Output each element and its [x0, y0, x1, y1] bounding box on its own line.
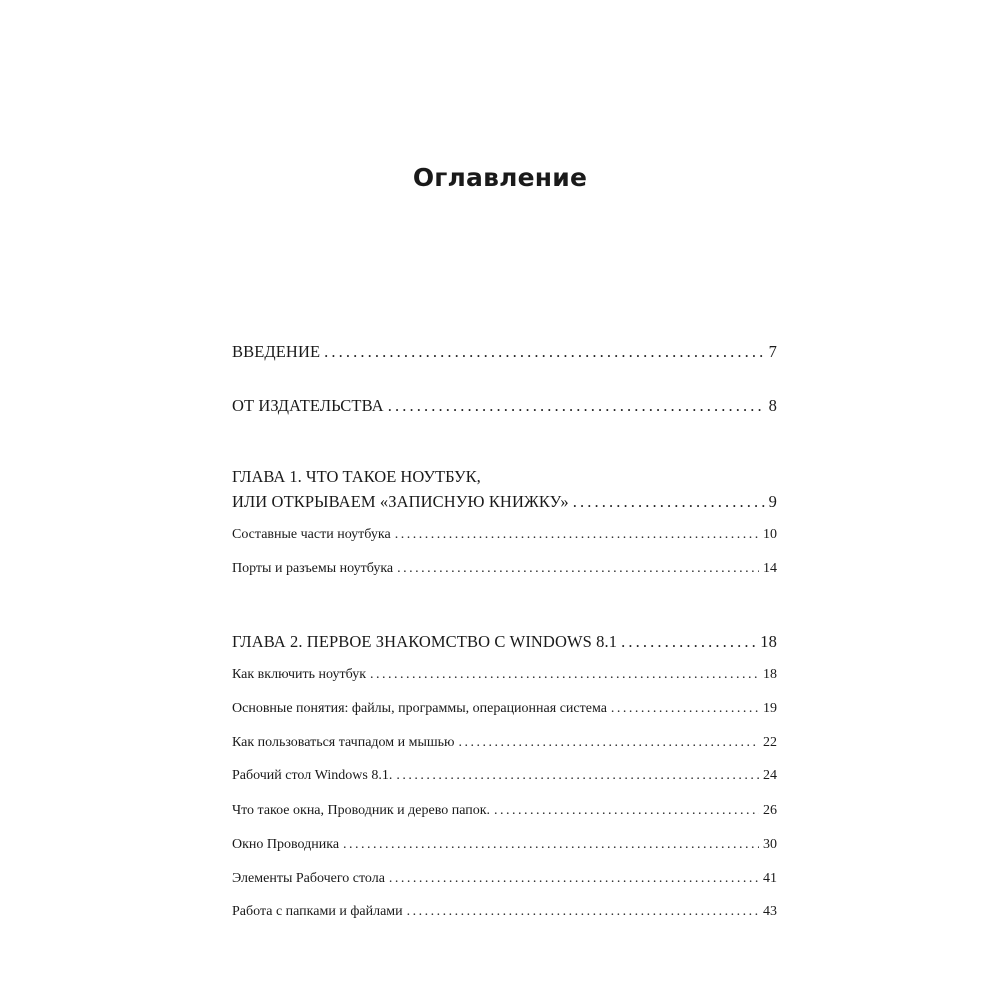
toc-entry-section[interactable] [232, 904, 777, 920]
toc-entry-section[interactable] [232, 527, 777, 543]
toc-page-number: 18 [760, 632, 777, 651]
dot-leader [389, 871, 759, 887]
dot-leader [397, 561, 759, 577]
toc-entry-section[interactable] [232, 701, 777, 717]
toc-entry-publisher[interactable] [232, 396, 777, 416]
toc-page-number: 26 [763, 803, 777, 818]
toc-entry-label: Работа с папками и файлами [232, 904, 403, 919]
toc-entry-label: Как пользоваться тачпадом и мышью [232, 735, 455, 750]
dot-leader [573, 492, 765, 512]
toc-entry-section[interactable] [232, 768, 777, 784]
toc-page-number: 41 [763, 871, 777, 886]
dot-leader [621, 632, 756, 652]
toc-page-number: 30 [763, 837, 777, 852]
toc-entry-section[interactable] [232, 561, 777, 577]
toc-page-number: 24 [763, 768, 777, 783]
dot-leader [324, 342, 765, 362]
toc-page-number: 43 [763, 904, 777, 919]
toc-page-number: 8 [768, 396, 777, 415]
toc-page-number: 10 [763, 527, 777, 542]
dot-leader [395, 527, 759, 543]
toc-entry-section[interactable] [232, 871, 777, 887]
toc-entry-section[interactable] [232, 667, 777, 683]
toc-page-number: 18 [763, 667, 777, 682]
toc-entry-label: Что такое окна, Проводник и дерево папок. [232, 803, 491, 818]
toc-page-number: 22 [763, 735, 777, 750]
toc-entry-label: ВВЕДЕНИЕ [232, 342, 321, 361]
toc-entry-label: Порты и разъемы ноутбука [232, 561, 394, 576]
toc-entry-section[interactable] [232, 837, 777, 853]
toc-page-number: 9 [768, 492, 777, 511]
toc-entry-label: Как включить ноутбук [232, 667, 366, 682]
toc-entry-label: ОТ ИЗДАТЕЛЬСТВА [232, 396, 384, 415]
dot-leader [370, 667, 759, 683]
dot-leader [494, 803, 759, 819]
dot-leader [396, 768, 759, 784]
toc-entry-label: Рабочий стол Windows 8.1. [232, 768, 393, 783]
toc-entry-label: Окно Проводника [232, 837, 340, 852]
toc-entry-section[interactable] [232, 735, 777, 751]
toc-entry-chapter-1[interactable] [232, 492, 777, 512]
dot-leader [459, 735, 759, 751]
toc-entry-intro[interactable] [232, 342, 777, 362]
toc-entry-label: ИЛИ ОТКРЫВАЕМ «ЗАПИСНУЮ КНИЖКУ» [232, 492, 569, 511]
dot-leader [611, 701, 759, 717]
toc-entry-chapter-2[interactable] [232, 632, 777, 652]
toc-entry-label: Элементы Рабочего стола [232, 871, 385, 886]
toc-page-number: 7 [768, 342, 777, 361]
dot-leader [407, 904, 759, 920]
chapter-1-title-line1: ГЛАВА 1. ЧТО ТАКОЕ НОУТБУК, [232, 467, 481, 486]
toc-entry-label: Составные части ноутбука [232, 527, 391, 542]
toc-entry-section[interactable] [232, 803, 777, 819]
toc-entry-label: ГЛАВА 2. ПЕРВОЕ ЗНАКОМСТВО С WINDOWS 8.1 [232, 632, 618, 651]
toc-page-number: 19 [763, 701, 777, 716]
dot-leader [343, 837, 759, 853]
toc-entry-label: Основные понятия: файлы, программы, операционная система [232, 701, 607, 716]
page-title: Оглавление [412, 163, 588, 192]
dot-leader [388, 396, 765, 416]
toc-page-number: 14 [763, 561, 777, 576]
